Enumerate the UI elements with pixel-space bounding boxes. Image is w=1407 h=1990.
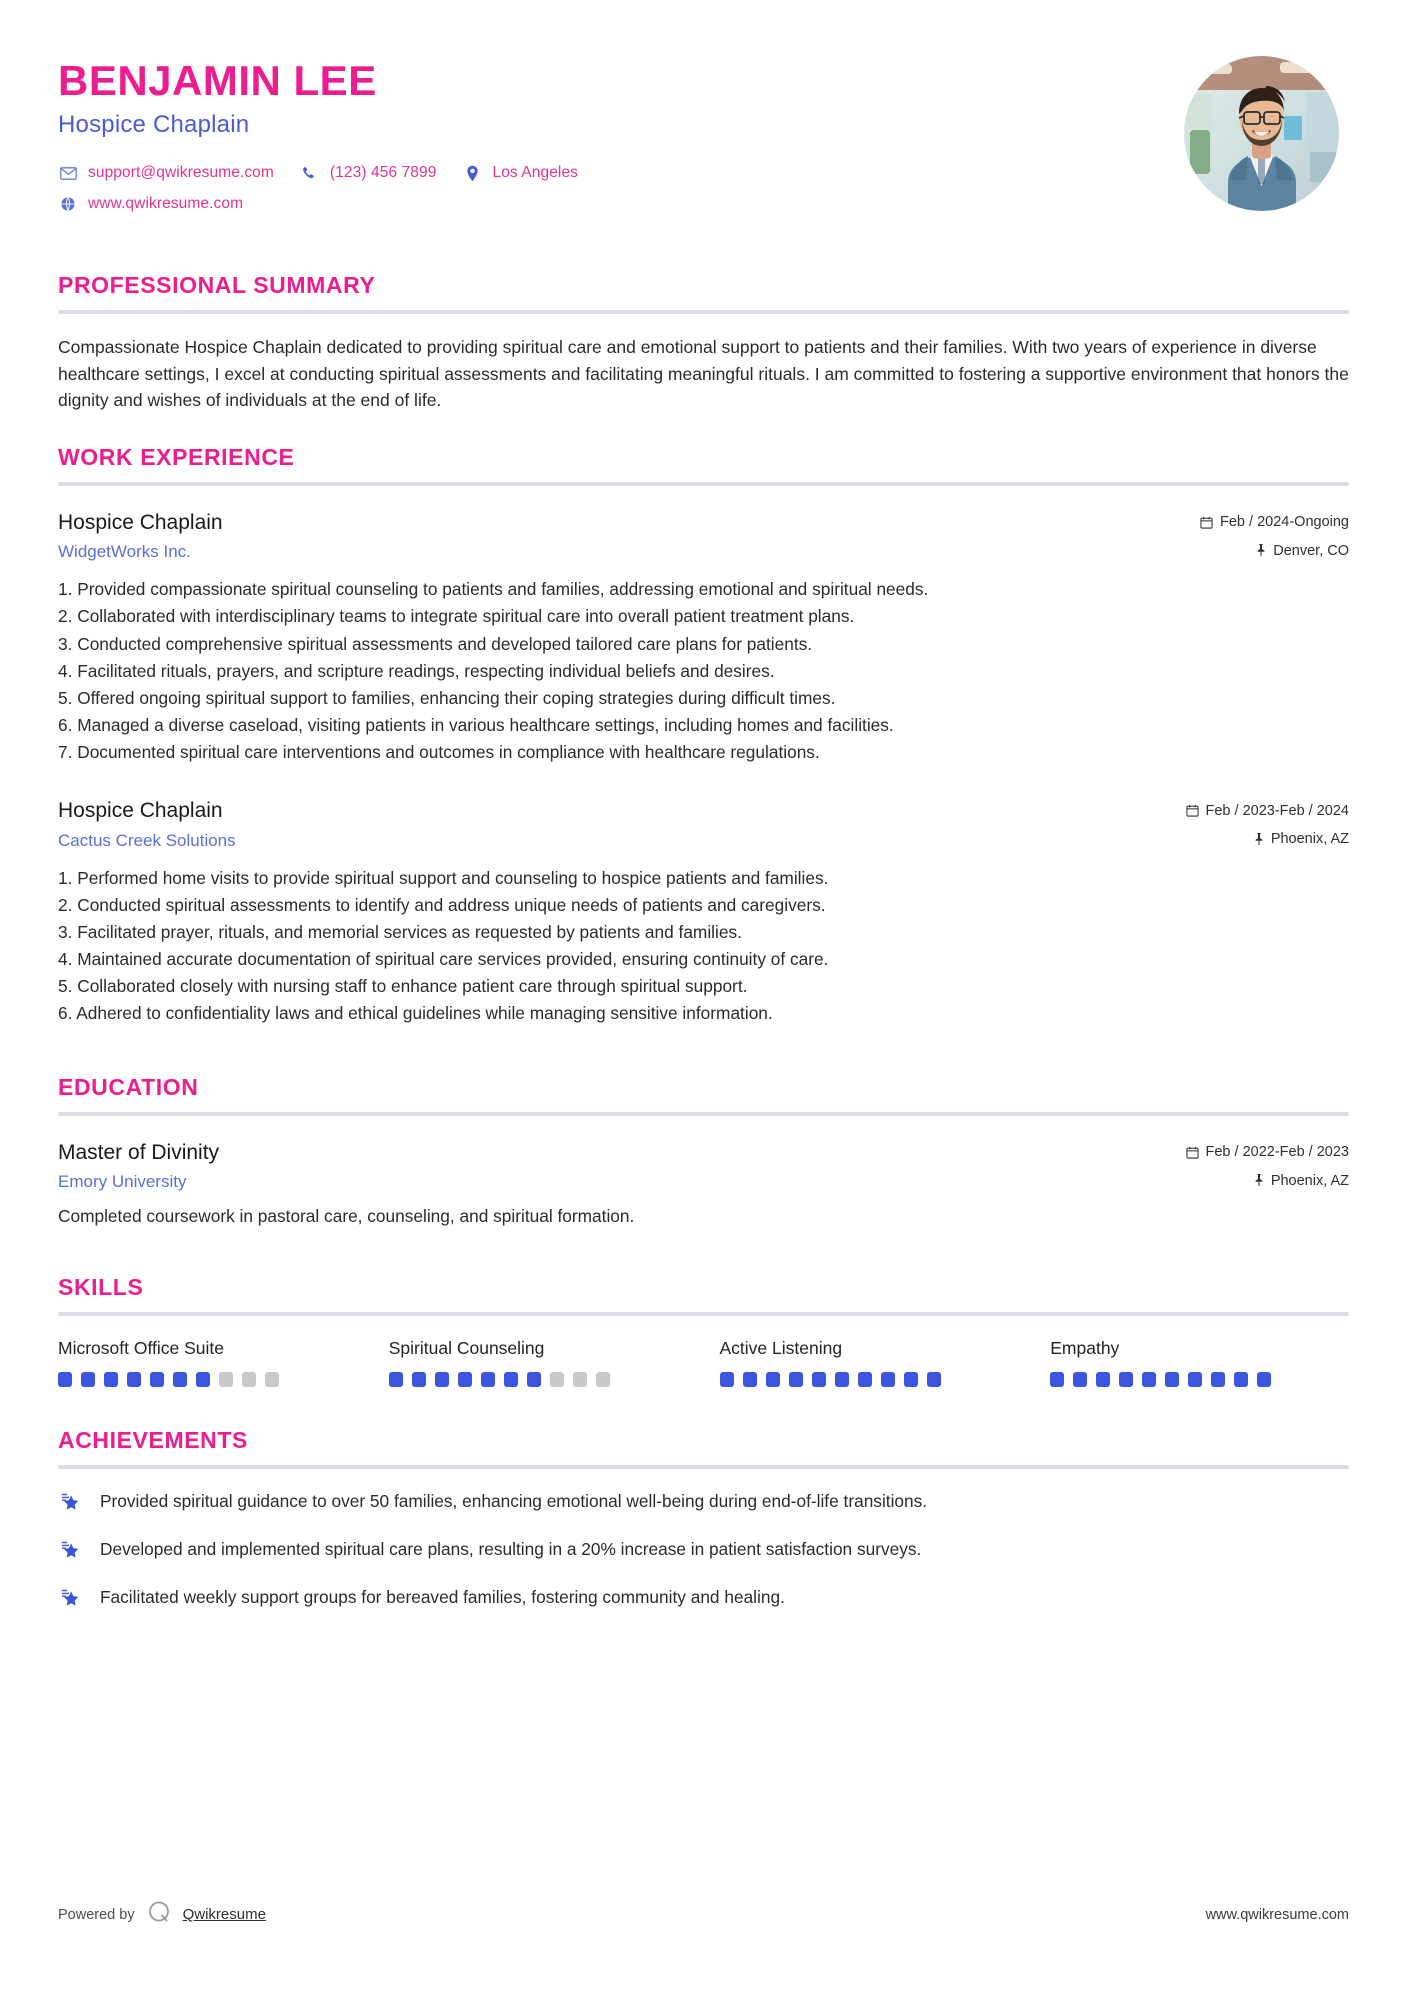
section-professional-summary (58, 272, 1349, 414)
pin-icon (1256, 544, 1266, 557)
contact-email-text: support@qwikresume.com (88, 164, 274, 182)
list-item: 3. Conducted comprehensive spiritual assessments and developed tailored care plans for patients. (58, 633, 813, 654)
contact-website-text: www.qwikresume.com (88, 195, 244, 213)
skill-dot (596, 1372, 610, 1387)
work-dates-text: Feb / 2023-Feb / 2024 (1205, 802, 1349, 819)
skill-dot (1119, 1372, 1133, 1387)
skill-label: Spiritual Counseling (388, 1338, 545, 1359)
skill-label: Microsoft Office Suite (58, 1338, 224, 1359)
work-role: Hospice Chaplain (58, 799, 223, 823)
skill-label: Active Listening (719, 1338, 843, 1359)
list-item: 2. Collaborated with interdisciplinary teams to integrate spiritual care into overall patient treatment plans. (58, 606, 855, 627)
list-item: 5. Offered ongoing spiritual support to families, enhancing their coping strategies during difficult times. (58, 687, 836, 708)
skill-rating (58, 1372, 357, 1387)
skill-dot (1188, 1372, 1202, 1387)
section-divider (58, 482, 1349, 486)
work-location-text: Denver, CO (1273, 542, 1349, 559)
skill-dot (1142, 1372, 1156, 1387)
section-title-education: EDUCATION (58, 1073, 199, 1100)
education-location (1254, 1173, 1349, 1189)
phone-icon (300, 164, 320, 182)
education-dates (1186, 1144, 1350, 1160)
skill-dot (481, 1372, 495, 1387)
map-pin-icon (462, 164, 482, 182)
education-description: Completed coursework in pastoral care, counseling, and spiritual formation. (58, 1206, 635, 1227)
list-item: 1. Performed home visits to provide spiritual support and counseling to hospice patients and families. (58, 867, 829, 888)
list-item: 5. Collaborated closely with nursing staff to enhance patient care through spiritual support. (58, 976, 748, 997)
skill-dot (1073, 1372, 1087, 1387)
work-location (1254, 831, 1349, 847)
list-item: 4. Maintained accurate documentation of spiritual care services provided, ensuring continuity of care. (58, 949, 829, 970)
skill-dot (242, 1372, 256, 1387)
list-item: 1. Provided compassionate spiritual counseling to patients and families, addressing emotional and spiritual needs. (58, 579, 929, 600)
pin-icon (1254, 833, 1264, 846)
list-item: 6. Adhered to confidentiality laws and ethical guidelines while managing sensitive information. (58, 1003, 773, 1024)
work-entry-subheader (58, 535, 1349, 563)
skill-dot (412, 1372, 426, 1387)
work-entry (58, 799, 1349, 1027)
skill-dot (458, 1372, 472, 1387)
skill-rating (720, 1372, 1019, 1387)
skill-item (58, 1338, 357, 1387)
section-title-summary: PROFESSIONAL SUMMARY (58, 272, 376, 298)
skill-dot (743, 1372, 757, 1387)
education-degree: Master of Divinity (58, 1140, 220, 1164)
list-item: 3. Facilitated prayer, rituals, and memorial services as requested by patients and families. (58, 922, 742, 943)
header-left (58, 52, 1184, 226)
skill-dot (127, 1372, 141, 1387)
skill-dot (527, 1372, 541, 1387)
section-divider (58, 1312, 1349, 1316)
skill-dot (265, 1372, 279, 1387)
work-entry-header (58, 799, 1349, 823)
skill-dot (1234, 1372, 1248, 1387)
skill-dot (104, 1372, 118, 1387)
achievement-text: Developed and implemented spiritual care plans, resulting in a 20% increase in patient satisfaction surveys. (100, 1539, 922, 1560)
skill-rating (389, 1372, 688, 1387)
work-dates (1200, 514, 1349, 530)
work-location-text: Phoenix, AZ (1270, 831, 1349, 848)
contact-location-text: Los Angeles (492, 164, 579, 182)
skills-grid (58, 1338, 1349, 1387)
page-title: BENJAMIN LEE (58, 57, 377, 104)
skill-dot (812, 1372, 826, 1387)
skill-dot (1096, 1372, 1110, 1387)
work-entry (58, 511, 1349, 766)
list-item: 4. Facilitated rituals, prayers, and scripture readings, respecting individual beliefs and desires. (58, 660, 775, 681)
calendar-icon (1186, 804, 1199, 817)
brand-link[interactable]: Qwikresume (182, 1906, 266, 1923)
skill-dot (173, 1372, 187, 1387)
calendar-icon (1186, 1146, 1199, 1159)
list-item (58, 1585, 1349, 1612)
contact-phone[interactable] (300, 164, 437, 182)
section-title-work: WORK EXPERIENCE (58, 443, 295, 470)
education-location-text: Phoenix, AZ (1270, 1172, 1349, 1189)
qwikresume-logo-icon (146, 1899, 172, 1930)
avatar (1184, 56, 1339, 211)
powered-by-block (58, 1899, 266, 1930)
contact-row-secondary (58, 195, 1184, 213)
work-organization: WidgetWorks Inc. (58, 542, 191, 562)
achievements-list (58, 1489, 1349, 1612)
skill-dot (1257, 1372, 1271, 1387)
skill-dot (720, 1372, 734, 1387)
achievement-text: Facilitated weekly support groups for bereaved families, fostering community and healing. (100, 1587, 785, 1608)
list-item: 7. Documented spiritual care interventions and outcomes in compliance with healthcare regulations. (58, 742, 820, 763)
education-school: Emory University (58, 1172, 187, 1192)
contact-block (58, 164, 1184, 213)
resume-header (58, 52, 1349, 242)
skill-dot (573, 1372, 587, 1387)
skill-dot (81, 1372, 95, 1387)
page-footer (58, 1899, 1349, 1930)
skill-dot (58, 1372, 72, 1387)
work-location (1256, 543, 1349, 559)
list-item: 6. Managed a diverse caseload, visiting patients in various healthcare settings, including homes and facilities. (58, 714, 894, 735)
section-title-skills: SKILLS (58, 1274, 144, 1301)
section-divider (58, 1112, 1349, 1116)
skill-dot (389, 1372, 403, 1387)
skill-dot (835, 1372, 849, 1387)
skill-dot (881, 1372, 895, 1387)
contact-phone-text: (123) 456 7899 (329, 164, 437, 182)
skill-dot (435, 1372, 449, 1387)
section-achievements (58, 1427, 1349, 1612)
skill-dot (1050, 1372, 1064, 1387)
skill-dot (196, 1372, 210, 1387)
education-entry (58, 1141, 1349, 1230)
contact-row-primary (58, 164, 1184, 182)
section-education (58, 1074, 1349, 1230)
work-organization: Cactus Creek Solutions (58, 830, 236, 850)
contact-location (462, 164, 578, 182)
work-entry-subheader (58, 823, 1349, 851)
pin-icon (1254, 1174, 1264, 1187)
education-entry-subheader (58, 1165, 1349, 1193)
work-role: Hospice Chaplain (58, 510, 223, 534)
skill-dot (150, 1372, 164, 1387)
work-dates (1186, 803, 1350, 819)
skill-dot (1211, 1372, 1225, 1387)
skill-rating (1050, 1372, 1349, 1387)
contact-website[interactable] (58, 195, 243, 213)
envelope-icon (58, 164, 78, 182)
star-icon (58, 1538, 84, 1564)
skill-dot (550, 1372, 564, 1387)
powered-by-label: Powered by (58, 1906, 135, 1923)
education-dates-text: Feb / 2022-Feb / 2023 (1205, 1144, 1349, 1161)
skill-dot (789, 1372, 803, 1387)
section-title-achievements: ACHIEVEMENTS (58, 1427, 248, 1454)
skill-dot (904, 1372, 918, 1387)
skill-dot (927, 1372, 941, 1387)
work-bullets (58, 865, 1349, 1028)
work-dates-text: Feb / 2024-Ongoing (1220, 514, 1349, 531)
work-bullets (58, 576, 1349, 766)
footer-url[interactable]: www.qwikresume.com (1205, 1906, 1349, 1923)
summary-text: Compassionate Hospice Chaplain dedicated to providing spiritual care and emotional support to patients and their families. With two years of experience in diverse healthcare settings, I excel at conducting spiritual assessments and facilitating meaningful rituals. I am committed to fostering a supportive environment that honors the dignity and wishes of individuals at the end of life. (58, 337, 1349, 411)
education-entry-header (58, 1141, 1349, 1165)
skill-dot (504, 1372, 518, 1387)
skill-dot (858, 1372, 872, 1387)
contact-email[interactable] (58, 164, 274, 182)
list-item (58, 1537, 1349, 1564)
skill-dot (1165, 1372, 1179, 1387)
list-item (58, 1489, 1349, 1516)
skill-item (1050, 1338, 1349, 1387)
star-icon (58, 1490, 84, 1516)
skill-item (389, 1338, 688, 1387)
section-work-experience (58, 444, 1349, 1028)
job-title: Hospice Chaplain (58, 111, 250, 139)
section-skills (58, 1274, 1349, 1387)
list-item: 2. Conducted spiritual assessments to identify and address unique needs of patients and caregivers. (58, 894, 826, 915)
skill-item (720, 1338, 1019, 1387)
globe-icon (58, 195, 78, 213)
profile-photo-illustration (1184, 56, 1339, 211)
section-divider (58, 1465, 1349, 1469)
skill-dot (219, 1372, 233, 1387)
skill-label: Empathy (1050, 1338, 1120, 1359)
section-divider (58, 310, 1349, 314)
achievement-text: Provided spiritual guidance to over 50 families, enhancing emotional well-being during end-of-life transitions. (100, 1491, 928, 1512)
skill-dot (766, 1372, 780, 1387)
star-icon (58, 1586, 84, 1612)
calendar-icon (1200, 516, 1213, 529)
work-entry-header (58, 511, 1349, 535)
